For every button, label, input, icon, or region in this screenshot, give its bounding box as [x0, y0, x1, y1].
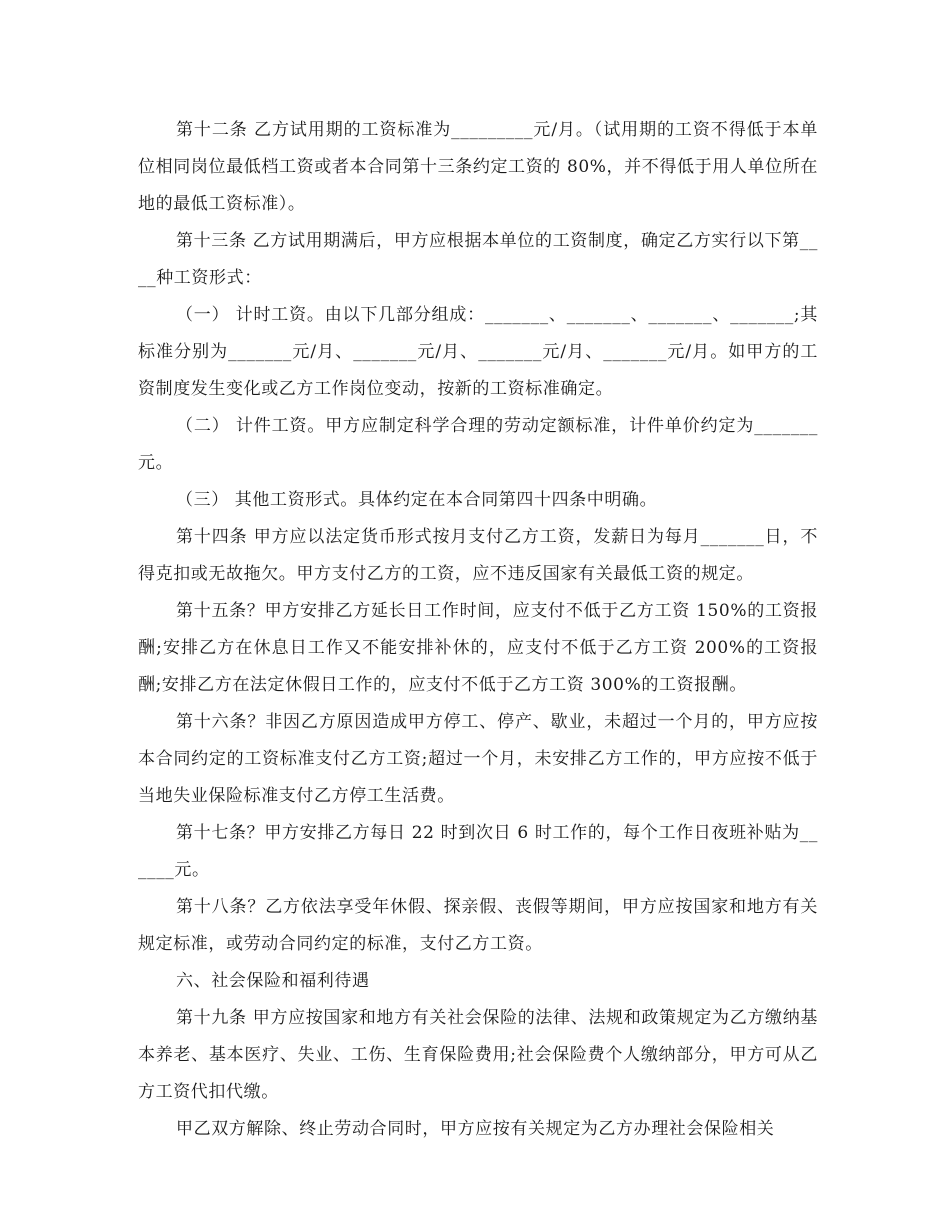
clause-15-paragraph: 第十五条？甲方安排乙方延长日工作时间，应支付不低于乙方工资 150%的工资报酬;安排乙方在休息日工作又不能安排补休的，应支付不低于乙方工资 200%的工资报酬;安排乙方在法定休假日工作的，应支付不低于乙方工资 300%的工资报酬。 — [138, 601, 818, 695]
document-body — [138, 112, 818, 1148]
time-wage-paragraph: （一） 计时工资。由以下几部分组成：_______、_______、_______、_______;其标准分别为_______元/月、_______元/月、_______元/月、_______元/月。如甲方的工资制度发生变化或乙方工作岗位变动，按新的工资标准确定。 — [138, 305, 818, 399]
section-6-heading: 六、社会保险和福利待遇 — [176, 971, 370, 991]
termination-insurance-paragraph: 甲乙双方解除、终止劳动合同时，甲方应按有关规定为乙方办理社会保险相关 — [176, 1119, 775, 1139]
clause-16-paragraph: 第十六条？非因乙方原因造成甲方停工、停产、歇业，未超过一个月的，甲方应按本合同约定的工资标准支付乙方工资;超过一个月，未安排乙方工作的，甲方应按不低于当地失业保险标准支付乙方停工生活费。 — [138, 712, 818, 806]
other-wage-paragraph: （三） 其他工资形式。具体约定在本合同第四十四条中明确。 — [176, 490, 658, 510]
clause-14-paragraph: 第十四条 甲方应以法定货币形式按月支付乙方工资，发薪日为每月_______日，不得克扣或无故拖欠。甲方支付乙方的工资，应不违反国家有关最低工资的规定。 — [138, 527, 818, 584]
clause-17-paragraph: 第十七条？甲方安排乙方每日 22 时到次日 6 时工作的，每个工作日夜班补贴为______元。 — [138, 823, 818, 880]
clause-13-paragraph: 第十三条 乙方试用期满后，甲方应根据本单位的工资制度，确定乙方实行以下第____种工资形式： — [138, 231, 818, 288]
clause-19-paragraph: 第十九条 甲方应按国家和地方有关社会保险的法律、法规和政策规定为乙方缴纳基本养老、基本医疗、失业、工伤、生育保险费用;社会保险费个人缴纳部分，甲方可从乙方工资代扣代缴。 — [138, 1008, 818, 1102]
clause-18-paragraph: 第十八条？乙方依法享受年休假、探亲假、丧假等期间，甲方应按国家和地方有关规定标准，或劳动合同约定的标准，支付乙方工资。 — [138, 897, 818, 954]
clause-12-paragraph: 第十二条 乙方试用期的工资标准为_________元/月。（试用期的工资不得低于本单位相同岗位最低档工资或者本合同第十三条约定工资的 80%，并不得低于用人单位所在地的最低工资标准）。 — [138, 120, 818, 214]
piece-wage-paragraph: （二） 计件工资。甲方应制定科学合理的劳动定额标准，计件单价约定为_______元。 — [138, 416, 818, 473]
